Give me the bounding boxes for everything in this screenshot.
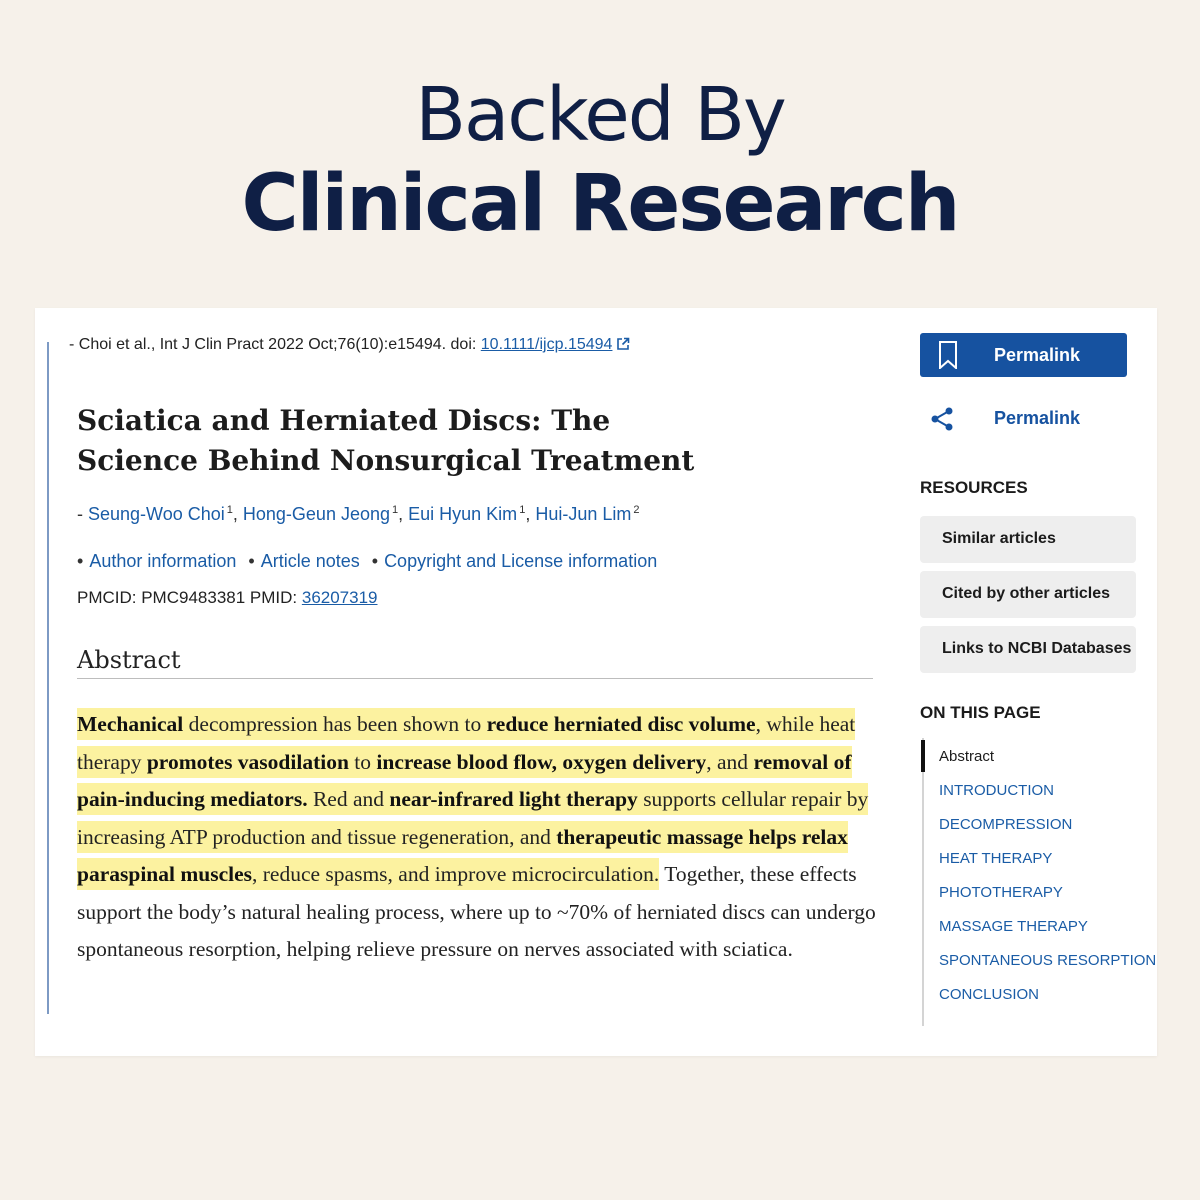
bookmark-icon <box>938 341 958 374</box>
on-this-page-heading: ON THIS PAGE <box>920 703 1041 722</box>
abstract-text <box>77 706 897 969</box>
author-affiliation: 1 <box>519 504 526 516</box>
article-notes-link[interactable]: Article notes <box>260 551 360 571</box>
abstract-text-segment: Together, these effects support the body’s natural healing process, where up to ~70% of herniated discs can undergo spontaneous resorption, helping relieve pressure on nerves associated with sciatica. <box>77 862 876 961</box>
permalink-button[interactable] <box>920 333 1127 377</box>
external-link-icon[interactable] <box>616 337 630 356</box>
article-ids <box>77 588 378 608</box>
author-affiliation: 1 <box>226 504 233 516</box>
resource-label: Similar articles <box>942 530 1056 547</box>
doi-link[interactable]: 10.1111/ijcp.15494 <box>480 336 613 353</box>
toc-item-spontaneous-resorption[interactable]: SPONTANEOUS RESORPTION <box>939 952 1157 969</box>
author-affiliation: 1 <box>392 504 399 516</box>
highlighted-abstract-text: , while heat therapy <box>77 708 855 778</box>
toc-item-decompression[interactable]: DECOMPRESSION <box>939 816 1073 833</box>
abstract-heading: Abstract <box>77 646 181 674</box>
highlighted-abstract-text: increase blood flow, oxygen delivery <box>376 746 706 778</box>
cited-by-button[interactable] <box>920 571 1136 618</box>
author-list: - Seung-Woo Choi $^1$, Hong-Geun Jeong $^1$, Eui Hyun Kim $^1$, Hui-Jun Lim $^2$ <box>77 504 640 524</box>
toc-item-phototherapy[interactable]: PHOTOTHERAPY <box>939 884 1063 901</box>
highlighted-abstract-text: therapeutic massage helps relax paraspinal muscles <box>77 821 848 891</box>
hero-heading <box>0 70 1200 252</box>
pmid-link[interactable]: 36207319 <box>301 588 378 607</box>
highlighted-abstract-text: reduce herniated disc volume <box>487 708 756 740</box>
toc-item-abstract[interactable]: Abstract <box>939 748 995 765</box>
hero-line-1: Backed By <box>415 72 785 158</box>
toc-item-conclusion[interactable]: CONCLUSION <box>939 986 1040 1003</box>
author-link[interactable]: Hong-Geun Jeong <box>242 504 390 524</box>
highlighted-abstract-text: promotes vasodilation <box>147 746 349 778</box>
share-permalink-label: Permalink <box>994 408 1081 428</box>
highlighted-abstract-text: , reduce spasms, and improve microcirculation. <box>252 858 659 890</box>
article-meta-links: • Author information • Article notes • Copyright and License information <box>77 551 658 571</box>
resource-label: Cited by other articles <box>942 585 1111 602</box>
highlighted-abstract-text: decompression has been shown to <box>183 708 486 740</box>
highlighted-abstract-text: Red and <box>308 783 390 815</box>
highlighted-abstract-text: removal of pain-inducing mediators. <box>77 746 852 816</box>
copyright-license-link[interactable]: Copyright and License information <box>384 551 658 571</box>
highlighted-abstract-text: Mechanical <box>77 708 183 740</box>
resources-heading: RESOURCES <box>920 478 1028 497</box>
author-link[interactable]: Eui Hyun Kim <box>408 504 518 524</box>
highlighted-abstract-text: near-infrared light therapy <box>389 783 637 815</box>
permalink-button-label: Permalink <box>994 345 1081 365</box>
author-link[interactable]: Seung-Woo Choi <box>88 504 225 524</box>
citation-line <box>69 336 630 356</box>
toc-item-introduction[interactable]: INTRODUCTION <box>939 782 1054 799</box>
toc-item-massage-therapy[interactable]: MASSAGE THERAPY <box>939 918 1088 935</box>
ncbi-links-button[interactable] <box>920 626 1136 673</box>
similar-articles-button[interactable] <box>920 516 1136 563</box>
highlighted-abstract-text: , and <box>706 746 753 778</box>
article-card <box>35 308 1157 1056</box>
abstract-divider <box>77 678 873 679</box>
author-link[interactable]: Hui-Jun Lim <box>535 504 632 524</box>
left-accent-rule <box>47 342 49 1014</box>
highlighted-abstract-text: supports cellular repair by increasing ATP production and tissue regeneration, and <box>77 783 868 853</box>
article-title: Sciatica and Herniated Discs: The Science Behind Nonsurgical Treatment <box>77 404 695 477</box>
hero-line-2: Clinical Research <box>241 159 959 249</box>
author-affiliation: 2 <box>633 504 640 516</box>
citation-text: - Choi et al., Int J Clin Pract 2022 Oct;76(10):e15494. doi: <box>69 336 481 353</box>
author-information-link[interactable]: Author information <box>89 551 237 571</box>
toc-rule <box>922 738 924 1026</box>
highlighted-abstract-text: to <box>349 746 376 778</box>
pmcid-label: PMCID: PMC9483381 PMID: <box>77 588 302 607</box>
toc-item-heat-therapy[interactable]: HEAT THERAPY <box>939 850 1053 867</box>
toc-active-indicator <box>921 740 925 772</box>
share-permalink[interactable] <box>920 402 1127 438</box>
resource-label: Links to NCBI Databases <box>942 640 1132 657</box>
share-icon <box>930 406 954 437</box>
